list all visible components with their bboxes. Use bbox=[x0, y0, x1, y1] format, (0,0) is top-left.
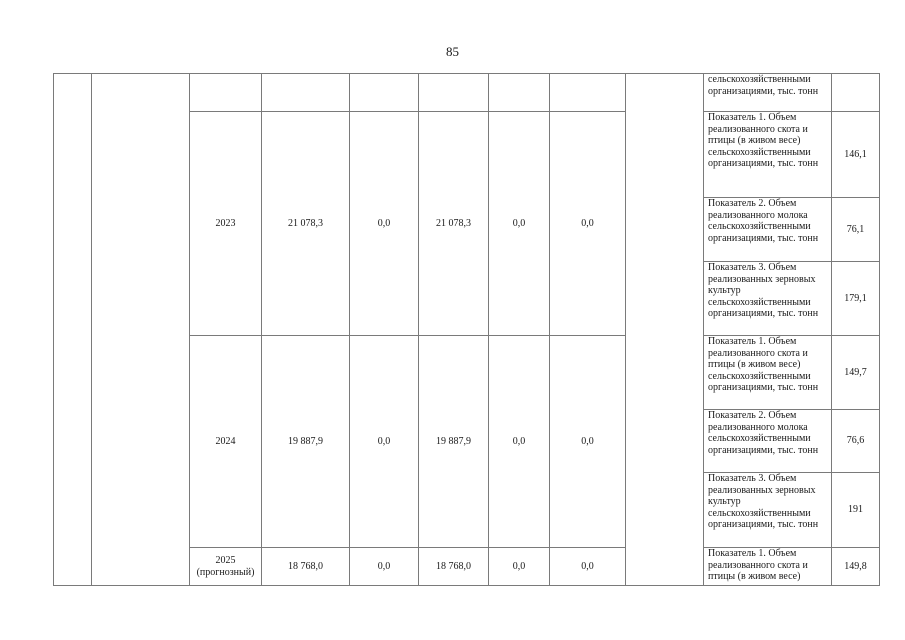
indicator-value: 149,8 bbox=[832, 548, 880, 586]
indicator-text: сельскохозяйственными организациями, тыс. тонн bbox=[704, 74, 832, 112]
empty-cell bbox=[489, 74, 550, 112]
budget-indicator-table bbox=[53, 73, 880, 586]
empty-cell bbox=[54, 74, 92, 586]
amount-cell: 0,0 bbox=[550, 112, 626, 336]
year-cell: 2025 (прогнозный) bbox=[190, 548, 262, 586]
indicator-text: Показатель 2. Объем реализованного молока сельскохозяйственными организациями, тыс. тонн bbox=[704, 198, 832, 262]
indicator-value: 76,6 bbox=[832, 410, 880, 473]
empty-cell bbox=[419, 74, 489, 112]
empty-cell bbox=[262, 74, 350, 112]
amount-cell: 0,0 bbox=[550, 336, 626, 548]
amount-cell: 0,0 bbox=[350, 112, 419, 336]
amount-cell: 19 887,9 bbox=[419, 336, 489, 548]
amount-cell: 0,0 bbox=[550, 548, 626, 586]
indicator-text: Показатель 3. Объем реализованных зерновых культур сельскохозяйственными организациями, тыс. тонн bbox=[704, 473, 832, 548]
indicator-value: 149,7 bbox=[832, 336, 880, 410]
year-cell: 2024 bbox=[190, 336, 262, 548]
table-row bbox=[54, 74, 880, 112]
empty-cell bbox=[190, 74, 262, 112]
indicator-value: 76,1 bbox=[832, 198, 880, 262]
empty-cell bbox=[350, 74, 419, 112]
indicator-text: Показатель 3. Объем реализованных зерновых культур сельскохозяйственными организациями, тыс. тонн bbox=[704, 262, 832, 336]
amount-cell: 0,0 bbox=[489, 112, 550, 336]
total-cell: 18 768,0 bbox=[262, 548, 350, 586]
total-cell: 19 887,9 bbox=[262, 336, 350, 548]
amount-cell: 0,0 bbox=[350, 548, 419, 586]
indicator-value bbox=[832, 74, 880, 112]
indicator-text: Показатель 2. Объем реализованного молока сельскохозяйственными организациями, тыс. тонн bbox=[704, 410, 832, 473]
indicator-text: Показатель 1. Объем реализованного скота и птицы (в живом весе) сельскохозяйственными организациями, тыс. тонн bbox=[704, 112, 832, 198]
amount-cell: 0,0 bbox=[489, 548, 550, 586]
indicator-text: Показатель 1. Объем реализованного скота и птицы (в живом весе) bbox=[704, 548, 832, 586]
empty-cell bbox=[550, 74, 626, 112]
year-cell: 2023 bbox=[190, 112, 262, 336]
amount-cell: 0,0 bbox=[489, 336, 550, 548]
indicator-text: Показатель 1. Объем реализованного скота и птицы (в живом весе) сельскохозяйственными организациями, тыс. тонн bbox=[704, 336, 832, 410]
total-cell: 21 078,3 bbox=[262, 112, 350, 336]
amount-cell: 21 078,3 bbox=[419, 112, 489, 336]
empty-cell bbox=[92, 74, 190, 586]
empty-cell bbox=[626, 74, 704, 586]
indicator-value: 179,1 bbox=[832, 262, 880, 336]
indicator-value: 146,1 bbox=[832, 112, 880, 198]
indicator-value: 191 bbox=[832, 473, 880, 548]
amount-cell: 0,0 bbox=[350, 336, 419, 548]
amount-cell: 18 768,0 bbox=[419, 548, 489, 586]
page-number: 85 bbox=[446, 44, 459, 59]
